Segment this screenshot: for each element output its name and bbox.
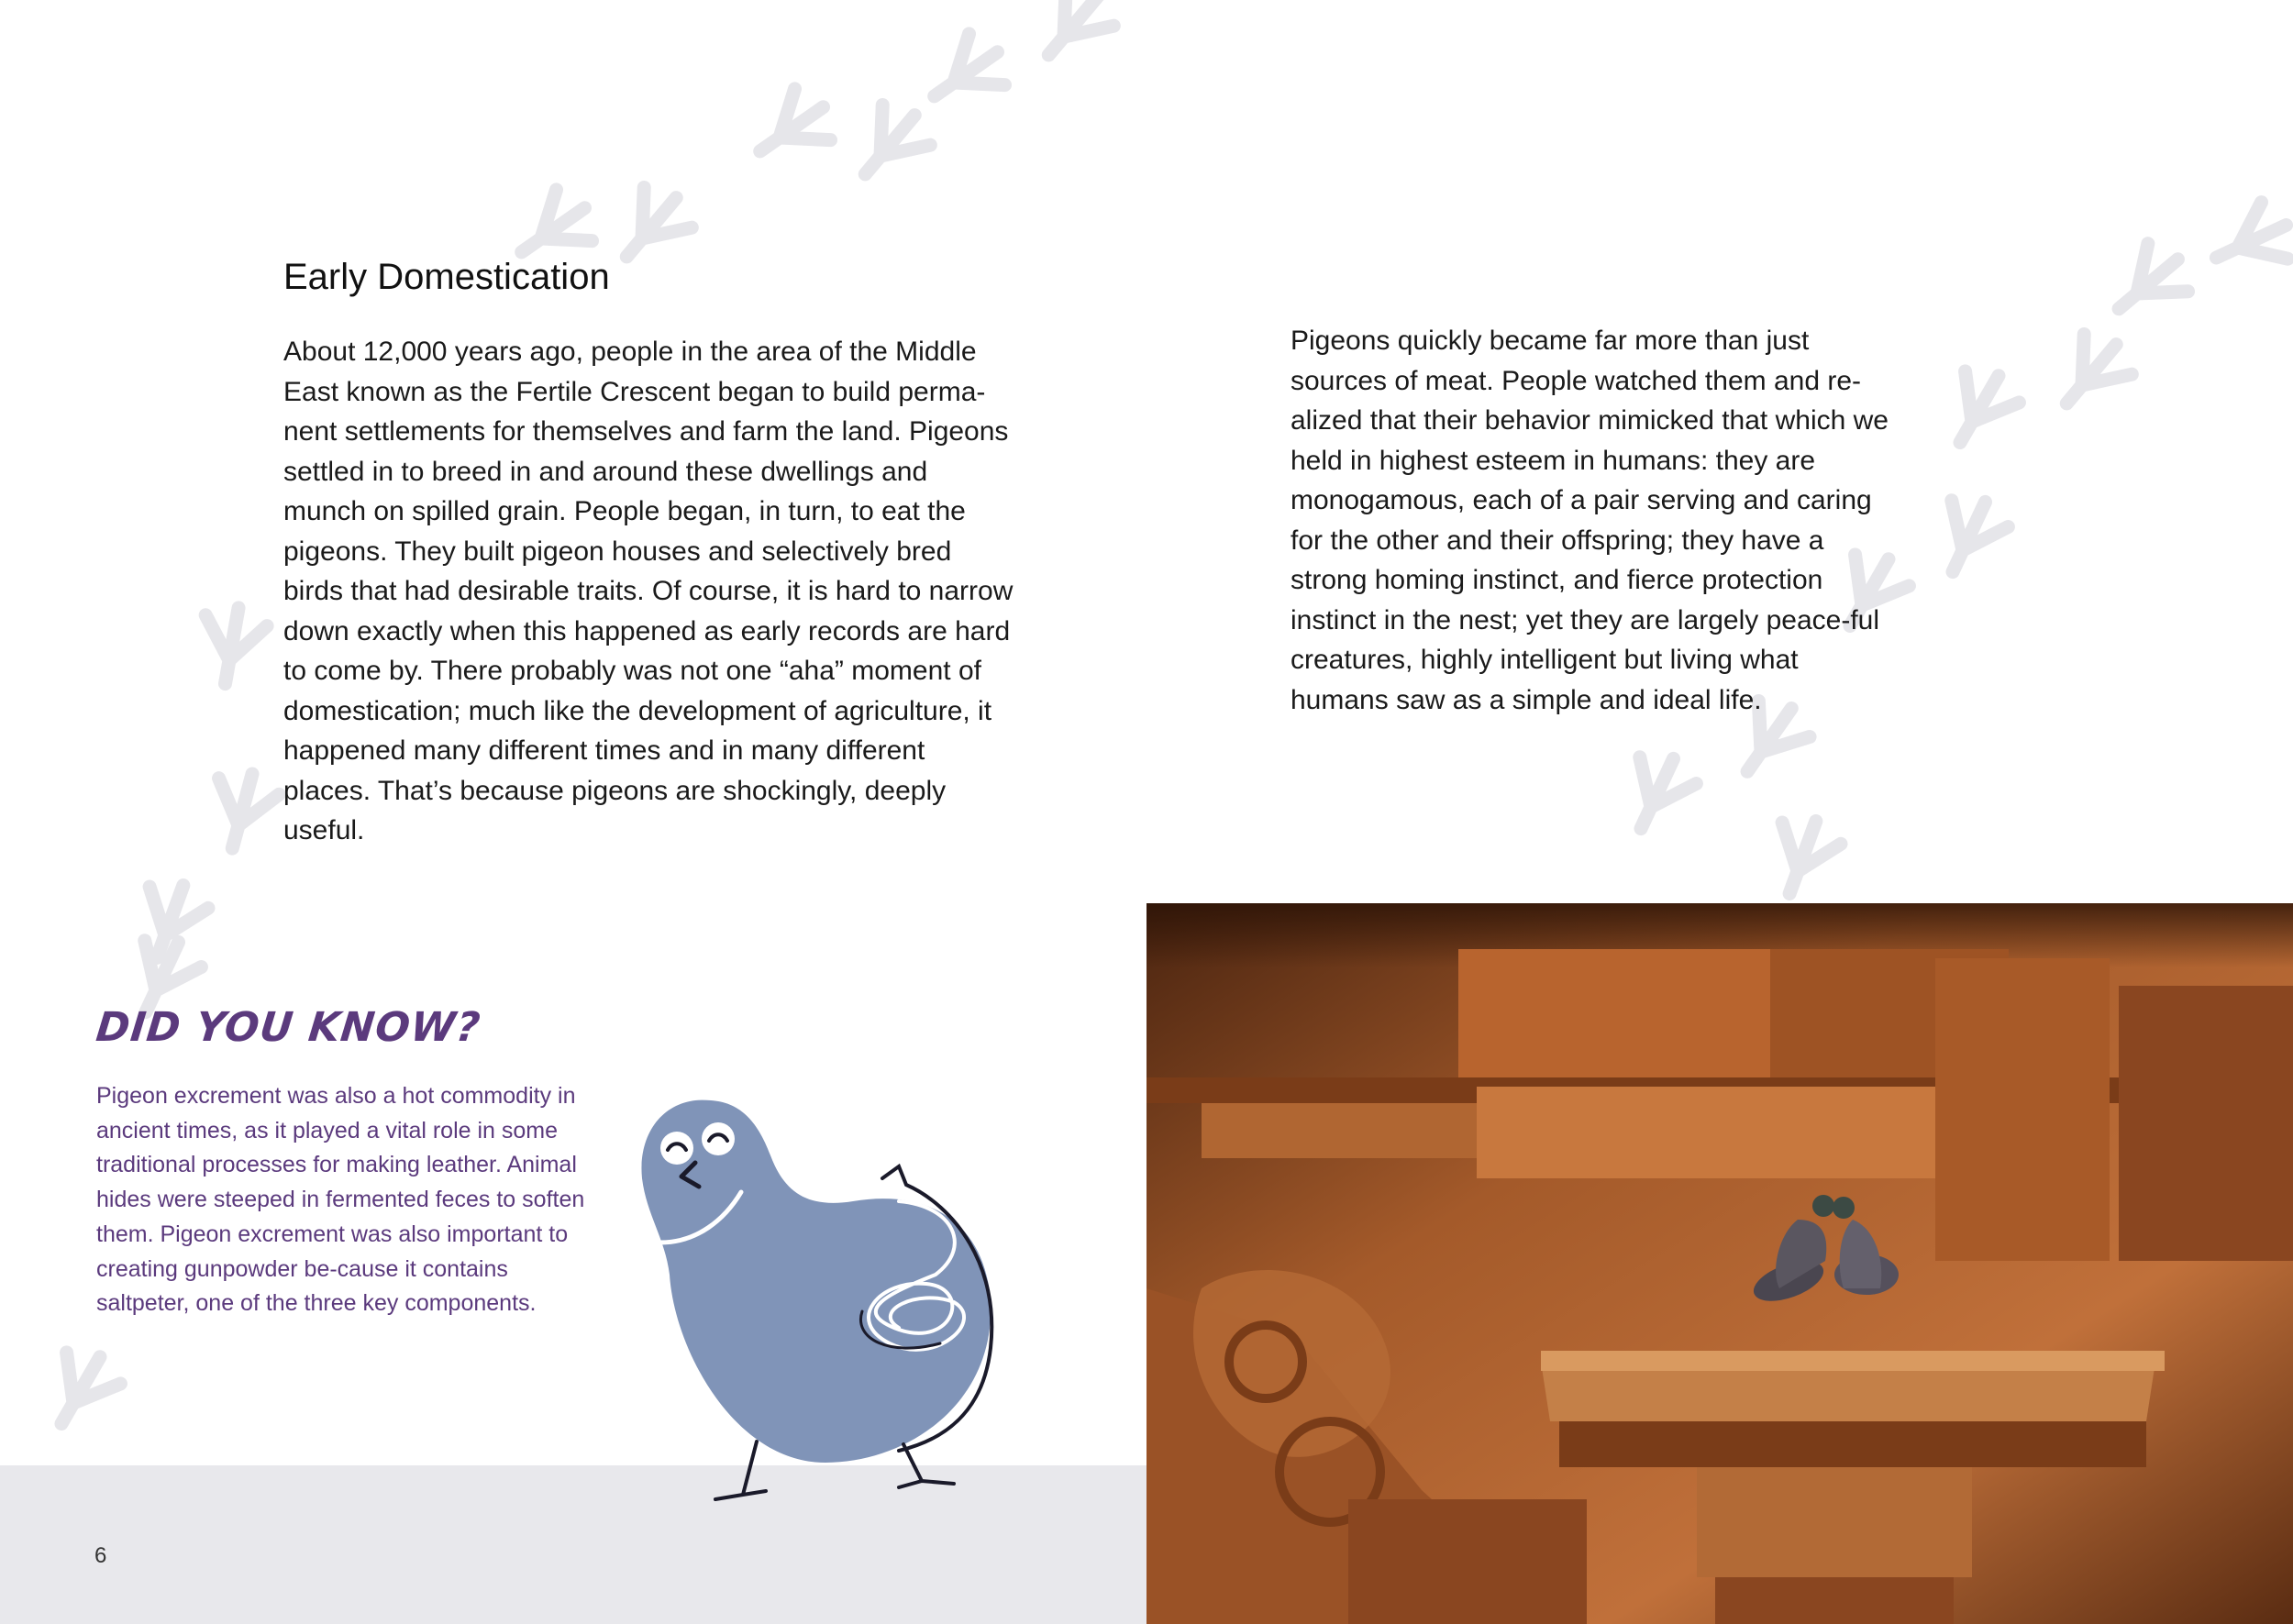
page-number: 6 xyxy=(94,1543,107,1568)
did-you-know-title: DID YOU KNOW? xyxy=(94,1004,483,1051)
temple-pigeons-photo xyxy=(1146,903,2293,1624)
pigeon-illustration xyxy=(624,1091,1018,1508)
did-you-know-text: Pigeon excrement was also a hot commodity in ancient times, as it played a vital role in some traditional processes for making leather. Animal hides were steeped in fermented feces to soften them. Pigeon excrement was also important to creating gunpowder be-cause it contains saltpeter, one of the three key components. xyxy=(96,1083,585,1317)
right-column-paragraph: Pigeons quickly became far more than just sources of meat. People watched them and re-alized that their behavior mimicked that which we held in highest esteem in humans: they are monogamous, each of a pair serving and caring for the other and their offspring; they have a strong homing instinct, and fierce protection instinct in the nest; yet they are largely peace-ful creatures, highly intelligent but living what humans saw as a simple and ideal life. xyxy=(1291,326,1889,715)
section-heading: Early Domestication xyxy=(283,257,610,297)
left-column-paragraph: About 12,000 years ago, people in the area of the Middle East known as the Fertile Crescent began to build perma-nent settlements for themselves and farm the land. Pigeons settled in to breed in and around these dwellings and munch on spilled grain. People began, in turn, to eat the pigeons. They built pigeon houses and selectively bred birds that had desirable traits. Of course, it is hard to narrow down exactly when this happened as early records are hard to come by. There probably was not one “aha” moment of domestication; much like the development of agriculture, it happened many different times and in many different places. That’s because pigeons are shockingly, deeply useful. xyxy=(283,337,1014,845)
